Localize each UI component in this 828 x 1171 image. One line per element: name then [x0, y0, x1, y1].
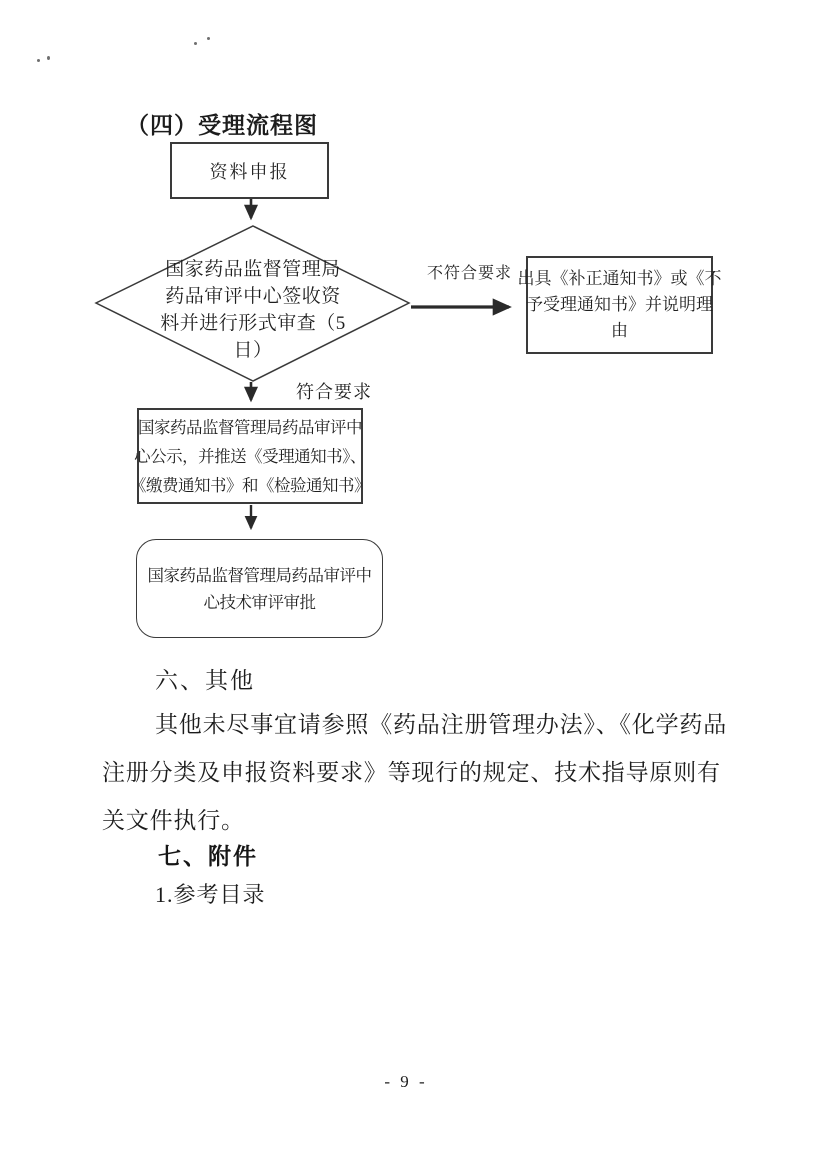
edge-label-not-met: 不符合要求 [427, 265, 513, 282]
node-text-line: 国家药品监督管理局药品审评中 [138, 417, 362, 437]
node-text-line: 《缴费通知书》和《检验通知书》 [130, 475, 370, 495]
page-number: - 9 - [384, 1072, 428, 1091]
node-text-line: 药品审评中心签收资 [165, 286, 341, 307]
flowchart-node-start [170, 142, 329, 199]
flowchart-node-review [136, 539, 383, 638]
node-text-line: 出具《补正通知书》或《不 [517, 269, 722, 288]
node-text: 资料申报 [209, 161, 290, 182]
flowchart-node-reject [517, 256, 722, 354]
paragraph-line: 注册分类及申报资料要求》等现行的规定、技术指导原则有 [102, 760, 721, 785]
flowchart-node-decision [150, 256, 356, 364]
node-text-line: 日） [233, 340, 273, 361]
node-text-line: 予受理通知书》并说明理 [526, 295, 713, 314]
node-text-line: 国家药品监督管理局 [165, 259, 341, 280]
edge-label-met: 符合要求 [296, 382, 372, 402]
node-text-line: 国家药品监督管理局药品审评中 [147, 565, 372, 585]
page-title: （四）受理流程图 [126, 113, 318, 138]
section-heading-attachment: 七、附件 [158, 843, 258, 869]
flowchart-node-publish [130, 408, 370, 504]
node-text-line: 料并进行形式审查（5 [160, 313, 346, 334]
section-heading-other: 六、其他 [155, 668, 255, 693]
node-text-line: 心公示，并推送《受理通知书》、 [134, 446, 366, 466]
paragraph-line: 其他未尽事宜请参照《药品注册管理办法》、《化学药品 [155, 712, 727, 737]
paragraph-line: 关文件执行。 [102, 808, 245, 833]
node-text-line: 由 [611, 321, 628, 340]
attachment-list-item: 1.参考目录 [155, 882, 266, 907]
node-text-line: 心技术审评审批 [203, 592, 316, 612]
